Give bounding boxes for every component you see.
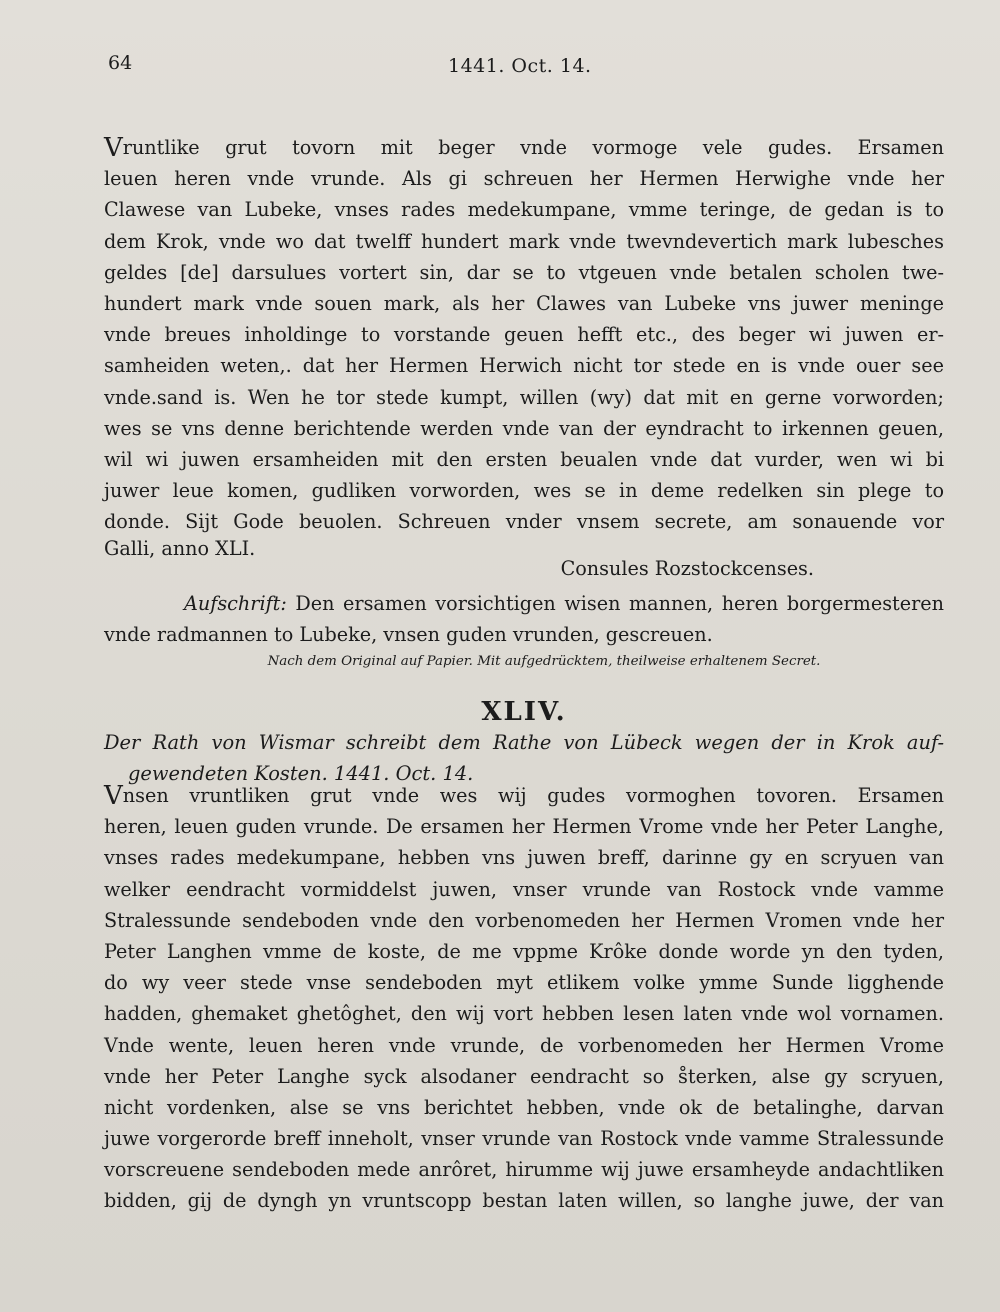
source-note: Nach dem Original auf Papier. Mit aufgedrücktem, theilweise erhaltenem Secret. [267, 654, 821, 670]
text-line: vnde breues inholdinge to vorstande geuen hefft etc., des beger wi juwen er- [104, 323, 944, 347]
section-number: XLIV. [481, 697, 567, 727]
address-line: Aufschrift: Den ersamen vorsichtigen wisen mannen, heren borgermesteren [184, 592, 944, 615]
text-line: vorscreuene sendeboden mede anrôret, hirumme wij juwe ersamheyde andachtliken [104, 1158, 944, 1182]
text-line: juwe vorgerorde breff inneholt, vnser vrunde van Rostock vnde vamme Stralessunde [104, 1127, 944, 1151]
text-line: leuen heren vnde vrunde. Als gi schreuen her Hermen Herwighe vnde her [104, 167, 944, 191]
date-heading: 1441. Oct. 14. [448, 55, 592, 77]
text-line: geldes [de] darsulues vortert sin, dar se to vtgeuen vnde betalen scholen twe- [104, 260, 944, 284]
text-line: vnde her Peter Langhe syck alsodaner eendracht so s̊terken, alse gy scryuen, [104, 1064, 944, 1088]
signature: Consules Rozstockcenses. [560, 557, 814, 581]
letter-rostock [104, 132, 944, 585]
text-line: do wy veer stede vnse sendeboden myt etlikem volke ymme Sunde ligghende [104, 971, 944, 995]
text-line: Vnde wente, leuen heren vnde vrunde, de vorbenomeden her Hermen Vrome [104, 1033, 944, 1057]
text-line: samheiden weten,. dat her Hermen Herwich nicht tor stede en is vnde ouer see [104, 354, 944, 378]
text-line: vnses rades medekumpane, hebben vns juwen breff, darinne gy en scryuen van [104, 846, 944, 870]
address-block [104, 588, 944, 674]
page-number: 64 [108, 52, 133, 74]
text-line: heren, leuen guden vrunde. De ersamen her Hermen Vrome vnde her Peter Langhe, [104, 815, 944, 839]
text-line: hundert mark vnde souen mark, als her Clawes van Lubeke vns juwer meninge [104, 291, 944, 315]
text-line: welker eendracht vormiddelst juwen, vnser vrunde van Rostock vnde vamme [104, 877, 944, 901]
text-line: dem Krok, vnde wo dat twelff hundert mark vnde twevndevertich mark lubesches [104, 229, 944, 253]
text-line: juwer leue komen, gudliken vorworden, wes se in deme redelken sin plege to [104, 479, 944, 503]
text-line: Clawese van Lubeke, vnses rades medekumpane, vmme teringe, de gedan is to [104, 198, 944, 222]
summary-line: gewendeten Kosten. 1441. Oct. 14. [128, 762, 474, 785]
document-heading [104, 691, 944, 789]
text-line: Stralessunde sendeboden vnde den vorbenomeden her Hermen Vromen vnde her [104, 908, 944, 932]
text-line: vnde.sand is. Wen he tor stede kumpt, willen (wy) dat mit en gerne vorworden; [104, 385, 944, 409]
text-line: donde. Sijt Gode beuolen. Schreuen vnder vnsem secrete, am sonauende vor [104, 510, 944, 534]
text-line: wil wi juwen ersamheiden mit den ersten beualen vnde dat vurder, wen wi bi [104, 447, 944, 471]
text-line: nicht vordenken, alse se vns berichtet hebben, vnde ok de betalinghe, darvan [104, 1095, 944, 1119]
text-line: wes se vns denne berichtende werden vnde van der eyndracht to irkennen geuen, [104, 416, 944, 440]
page-header [0, 52, 1000, 82]
text-line: Peter Langhen vmme de koste, de me vppme Krôke donde worde yn den tyden, [104, 939, 944, 963]
text-line: Galli, anno XLI. [104, 537, 256, 561]
text-line: Vruntlike grut tovorn mit beger vnde vormoge vele gudes. Ersamen [104, 133, 944, 163]
letter-wismar [104, 780, 944, 1217]
drop-initial: V [104, 781, 123, 811]
text-line: bidden, gij de dyngh yn vruntscopp bestan laten willen, so langhe juwe, der van [104, 1189, 944, 1213]
text-line: Vnsen vruntliken grut vnde wes wij gudes vormoghen tovoren. Ersamen [104, 781, 944, 811]
address-label: Aufschrift: [184, 592, 287, 615]
drop-initial: V [104, 133, 123, 163]
summary-line: Der Rath von Wismar schreibt dem Rathe von Lübeck wegen der in Krok auf- [104, 731, 944, 754]
text-line: hadden, ghemaket ghetôghet, den wij vort hebben lesen laten vnde wol vornamen. [104, 1002, 944, 1026]
address-line: vnde radmannen to Lubeke, vnsen guden vrunden, gescreuen. [104, 623, 713, 647]
